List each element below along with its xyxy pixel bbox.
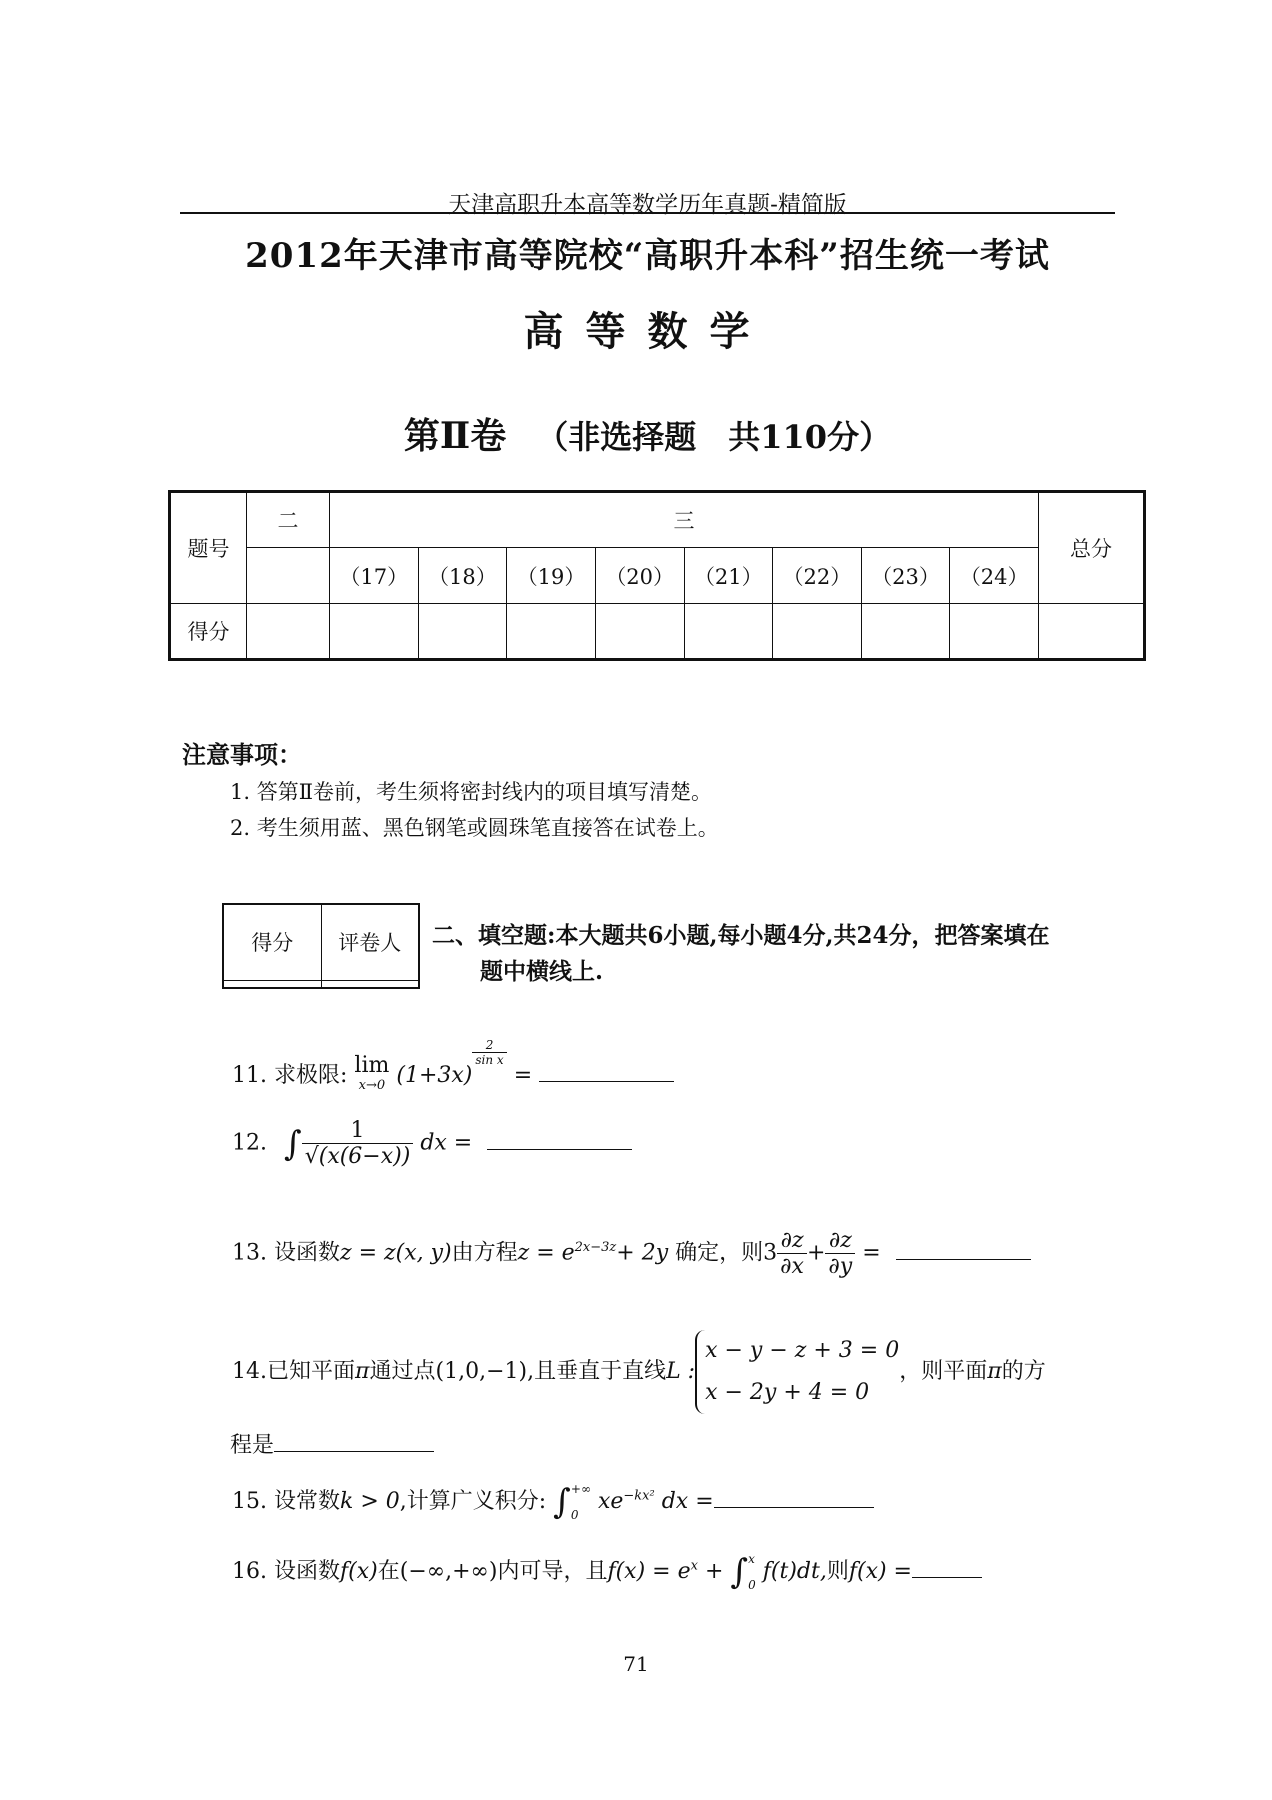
limit-subscript: x→0 xyxy=(358,1078,386,1093)
score-row-label: 得分 xyxy=(170,604,247,660)
math-expression: + 2y xyxy=(616,1240,669,1266)
question-number: 11. xyxy=(232,1063,267,1088)
integral-lower-limit: 0 xyxy=(748,1578,756,1592)
volume-note: （非选择题 共110分） xyxy=(536,418,892,456)
question-12 xyxy=(232,1118,632,1169)
score-cell xyxy=(247,604,330,660)
question-text: 设函数 xyxy=(274,1240,341,1266)
plus-sign: + xyxy=(704,1559,724,1584)
question-number: 15. xyxy=(232,1489,267,1514)
system-equation: x − y − z + 3 = 0 xyxy=(705,1338,900,1363)
question-number: 16. xyxy=(232,1559,267,1584)
partial-numerator: ∂z xyxy=(777,1228,807,1254)
notes-title: 注意事项： xyxy=(182,740,302,769)
item-header: （20） xyxy=(595,548,684,604)
volume-label: 第Ⅱ卷 xyxy=(403,415,507,457)
question-text: 求极限: xyxy=(274,1063,348,1088)
question-text: 设函数 xyxy=(274,1559,341,1584)
grader-table xyxy=(222,903,420,989)
exponent: −kx² xyxy=(623,1488,655,1504)
running-header: 天津高职升本高等数学历年真题-精简版 xyxy=(448,192,847,218)
condition: k > 0 xyxy=(340,1489,400,1514)
integrand-denominator: √(x(6−x)) xyxy=(304,1144,411,1169)
exam-title: 2012年天津市高等院校“高职升本科”招生统一考试 xyxy=(245,236,1050,276)
question-number: 13. xyxy=(232,1240,267,1266)
score-cell xyxy=(773,604,862,660)
partial-numerator: ∂z xyxy=(825,1228,855,1254)
item-header: （22） xyxy=(773,548,862,604)
equation-system xyxy=(695,1330,899,1414)
system-equation: x − 2y + 4 = 0 xyxy=(705,1380,870,1405)
integrand-numerator: 1 xyxy=(302,1118,414,1144)
question-text: 内可导，且 xyxy=(497,1559,608,1584)
integral-upper-limit: x xyxy=(748,1552,755,1566)
question-text: 的方 xyxy=(1001,1359,1046,1384)
question-number: 14. xyxy=(232,1359,267,1384)
question-15 xyxy=(232,1482,874,1522)
plane-symbol: π xyxy=(987,1359,1002,1384)
score-cell xyxy=(595,604,684,660)
section-heading-line: 题中横线上. xyxy=(480,958,604,985)
math-expression: z = z(x, y) xyxy=(340,1240,452,1266)
line-symbol: L : xyxy=(666,1359,696,1384)
section-heading xyxy=(432,918,1132,990)
integrand: f(t)dt, xyxy=(762,1559,827,1584)
integral-sign: ∫ xyxy=(730,1552,749,1592)
answer-blank[interactable] xyxy=(274,1450,434,1452)
answer-blank[interactable] xyxy=(896,1258,1031,1260)
score-cell xyxy=(950,604,1039,660)
math-expression: z = e xyxy=(517,1240,575,1266)
question-text: 确定，则 xyxy=(675,1240,764,1266)
integral-tail: dx = xyxy=(661,1489,714,1514)
partial-denominator: ∂y xyxy=(828,1254,853,1279)
page-number: 71 xyxy=(623,1652,649,1676)
integral-tail: dx = xyxy=(420,1130,473,1156)
answer-blank[interactable] xyxy=(912,1576,982,1578)
integral-upper-limit: +∞ xyxy=(570,1482,591,1496)
item-header: （23） xyxy=(861,548,950,604)
partial-denominator: ∂x xyxy=(780,1254,804,1279)
plus-sign: + xyxy=(806,1240,826,1266)
note-item: 1. 答第Ⅱ卷前，考生须将密封线内的项目填写清楚。 xyxy=(230,780,712,804)
score-cell xyxy=(861,604,950,660)
grader-name-label: 评卷人 xyxy=(321,904,419,980)
grader-score-label: 得分 xyxy=(223,904,321,980)
limit-operator: lim xyxy=(354,1053,390,1078)
volume-title xyxy=(180,408,1115,459)
question-14-continuation xyxy=(230,1428,434,1459)
group-two-cell xyxy=(247,548,330,604)
subject-title: 高等数学 xyxy=(523,308,772,355)
grader-name-cell xyxy=(321,980,419,988)
question-number-label: 题号 xyxy=(170,492,247,604)
score-cell xyxy=(418,604,507,660)
question-text: 在 xyxy=(377,1559,400,1584)
item-header: （19） xyxy=(507,548,596,604)
exponent: x xyxy=(690,1558,698,1574)
group-two-header: 二 xyxy=(247,492,330,548)
coefficient: 3 xyxy=(763,1240,778,1266)
question-text: ，则平面 xyxy=(899,1359,988,1384)
section-heading-line: 二、填空题:本大题共6小题,每小题4分,共24分，把答案填在 xyxy=(432,922,1050,949)
question-14 xyxy=(232,1330,1046,1414)
question-11 xyxy=(232,1038,674,1096)
question-text: 已知平面 xyxy=(267,1359,356,1384)
point-coordinates: (1,0,−1) xyxy=(435,1359,528,1384)
question-13 xyxy=(232,1228,1031,1279)
group-three-header: 三 xyxy=(330,492,1039,548)
item-header: （24） xyxy=(950,548,1039,604)
question-text: 则 xyxy=(826,1559,849,1584)
item-header: （21） xyxy=(684,548,773,604)
answer-blank[interactable] xyxy=(714,1506,874,1508)
header-rule xyxy=(180,212,1115,214)
question-text: ,且垂直于直线 xyxy=(527,1359,667,1384)
integrand: xe xyxy=(597,1489,624,1514)
question-text: ,计算广义积分: xyxy=(399,1489,547,1514)
answer-blank[interactable] xyxy=(487,1148,632,1150)
integral-lower-limit: 0 xyxy=(570,1508,579,1522)
score-table xyxy=(168,490,1146,661)
integral-sign: ∫ xyxy=(284,1123,302,1164)
exponent-denominator: sin x xyxy=(475,1053,504,1067)
equals-sign: = xyxy=(862,1240,881,1266)
question-text: 设常数 xyxy=(274,1489,341,1514)
total-cell xyxy=(1039,604,1145,660)
score-cell xyxy=(507,604,596,660)
score-cell xyxy=(684,604,773,660)
interval: (−∞,+∞) xyxy=(399,1559,498,1584)
question-16 xyxy=(232,1552,982,1592)
equation: f(x) = e xyxy=(607,1559,691,1584)
exponent-numerator: 2 xyxy=(472,1038,506,1053)
function-symbol: f(x) = xyxy=(848,1559,912,1584)
exponent: 2x−3z xyxy=(574,1240,617,1256)
integral-sign: ∫ xyxy=(553,1482,571,1522)
note-item: 2. 考生须用蓝、黑色钢笔或圆珠笔直接答在试卷上。 xyxy=(230,816,719,840)
item-header: （17） xyxy=(330,548,419,604)
question-number: 12. xyxy=(232,1130,267,1156)
total-header: 总分 xyxy=(1039,492,1145,604)
equals-sign: = xyxy=(513,1063,533,1088)
question-text: 程是 xyxy=(230,1433,275,1458)
question-text: 通过点 xyxy=(369,1359,436,1384)
score-cell xyxy=(330,604,419,660)
plane-symbol: π xyxy=(355,1359,370,1384)
function-symbol: f(x) xyxy=(340,1559,378,1584)
answer-blank[interactable] xyxy=(539,1080,674,1082)
grader-score-cell xyxy=(223,980,321,988)
limit-expression: (1+3x) xyxy=(396,1063,473,1088)
item-header: （18） xyxy=(418,548,507,604)
question-text: 由方程 xyxy=(451,1240,518,1266)
